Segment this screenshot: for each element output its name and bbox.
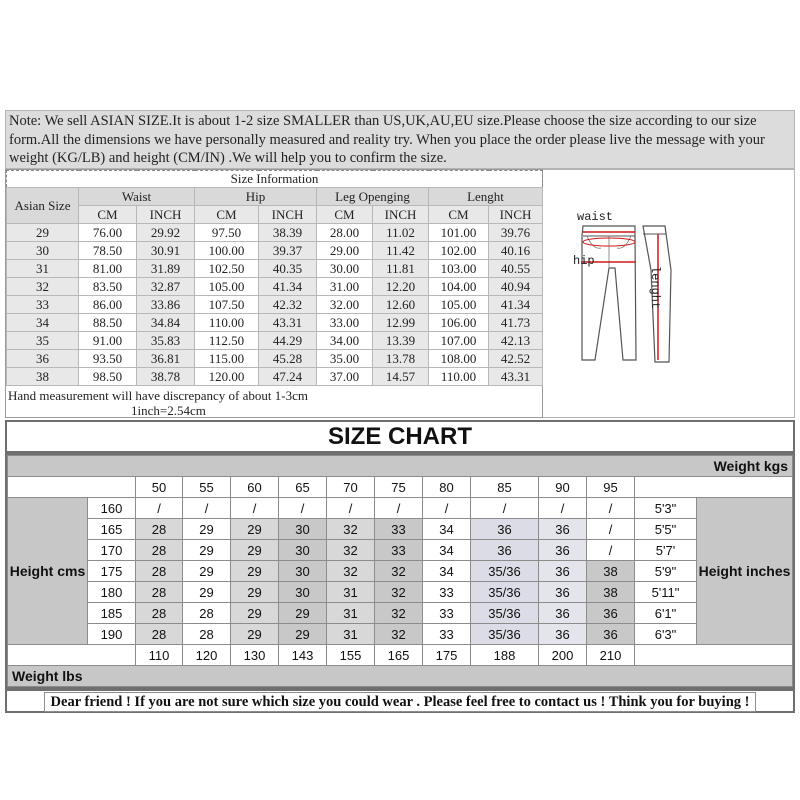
weight-lbs-cell: 130 [231, 645, 279, 666]
weight-lbs-cell: 155 [327, 645, 375, 666]
measurement-cell: 81.00 [79, 260, 137, 278]
recommended-size-cell: 36 [539, 540, 587, 561]
recommended-size-cell: 33 [423, 603, 471, 624]
pants-illustration [543, 170, 793, 417]
measurement-cell: 93.50 [79, 350, 137, 368]
recommended-size-cell: 30 [279, 519, 327, 540]
weight-kg-cell: 95 [587, 477, 635, 498]
measurement-cell: 40.55 [489, 260, 543, 278]
recommended-size-cell: / [587, 540, 635, 561]
blank-cell [635, 477, 793, 498]
measurement-cell: 104.00 [429, 278, 489, 296]
weight-kg-cell: 50 [136, 477, 183, 498]
measurement-cell: 97.50 [195, 224, 259, 242]
recommended-size-cell: 29 [183, 582, 231, 603]
measurement-cell: 42.32 [259, 296, 317, 314]
size-chart-row [8, 498, 793, 519]
pants-diagram [543, 169, 795, 418]
weight-lbs-label: Weight lbs [8, 666, 793, 687]
measurement-cell: 112.50 [195, 332, 259, 350]
measurement-cell: 83.50 [79, 278, 137, 296]
weight-kg-cell: 65 [279, 477, 327, 498]
size-information-table [5, 169, 543, 418]
leg-opening-header: Leg Openging [317, 188, 429, 206]
measurement-cell: 11.81 [373, 260, 429, 278]
recommended-size-cell: / [136, 498, 183, 519]
recommended-size-cell: 32 [375, 561, 423, 582]
weight-lbs-cell: 188 [471, 645, 539, 666]
recommended-size-cell: 35/36 [471, 624, 539, 645]
height-inch-cell: 6'1" [635, 603, 697, 624]
height-cms-label: Height cms [8, 498, 88, 645]
measurement-cell: 11.42 [373, 242, 429, 260]
height-inch-cell: 5'5" [635, 519, 697, 540]
size-chart-row [8, 603, 793, 624]
size-info-row [7, 368, 543, 386]
measurement-cell: 32.00 [317, 296, 373, 314]
recommended-size-cell: 36 [471, 540, 539, 561]
waist-header: Waist [79, 188, 195, 206]
recommended-size-cell: 33 [423, 624, 471, 645]
weight-lbs-cell: 175 [423, 645, 471, 666]
recommended-size-cell: 36 [587, 624, 635, 645]
size-chart-row [8, 582, 793, 603]
measurement-cell: 14.57 [373, 368, 429, 386]
measurement-cell: 30.91 [137, 242, 195, 260]
size-chart-row [8, 624, 793, 645]
height-cm-cell: 180 [88, 582, 136, 603]
size-chart-title: SIZE CHART [5, 420, 795, 453]
measurement-cell: 98.50 [79, 368, 137, 386]
weight-kgs-label: Weight kgs [8, 456, 793, 477]
recommended-size-cell: / [471, 498, 539, 519]
weight-lbs-cell: 165 [375, 645, 423, 666]
recommended-size-cell: 36 [587, 603, 635, 624]
height-inch-cell: 5'3" [635, 498, 697, 519]
measurement-cell: 31.00 [317, 278, 373, 296]
measurement-cell: 76.00 [79, 224, 137, 242]
recommended-size-cell: / [539, 498, 587, 519]
height-cm-cell: 185 [88, 603, 136, 624]
measurement-cell: 107.00 [429, 332, 489, 350]
measurement-cell: 44.29 [259, 332, 317, 350]
recommended-size-cell: 35/36 [471, 603, 539, 624]
measurement-cell: 110.00 [195, 314, 259, 332]
recommended-size-cell: / [375, 498, 423, 519]
recommended-size-cell: 30 [279, 540, 327, 561]
size-info-caption: Size Information [7, 171, 543, 188]
footer-message [5, 689, 795, 713]
recommended-size-cell: 29 [231, 624, 279, 645]
recommended-size-cell: / [587, 498, 635, 519]
size-info-row [7, 350, 543, 368]
waist-label: waist [577, 210, 614, 224]
size-chart-row [8, 561, 793, 582]
measurement-cell: 33.86 [137, 296, 195, 314]
recommended-size-cell: 29 [231, 540, 279, 561]
recommended-size-cell: / [279, 498, 327, 519]
measurement-cell: 28.00 [317, 224, 373, 242]
measurement-cell: 12.20 [373, 278, 429, 296]
measurement-cell: 43.31 [489, 368, 543, 386]
recommended-size-cell: 36 [471, 519, 539, 540]
measurement-cell: 42.52 [489, 350, 543, 368]
size-info-row [7, 278, 543, 296]
unit-header: INCH [373, 206, 429, 224]
recommended-size-cell: 29 [231, 582, 279, 603]
height-inches-label: Height inches [697, 498, 793, 645]
height-inch-cell: 5'9" [635, 561, 697, 582]
measurement-cell: 37.00 [317, 368, 373, 386]
recommended-size-cell: 36 [539, 603, 587, 624]
asian-size-cell: 35 [7, 332, 79, 350]
recommended-size-cell: 30 [279, 582, 327, 603]
measurement-cell: 43.31 [259, 314, 317, 332]
size-note: Note: We sell ASIAN SIZE.It is about 1-2 size SMALLER than US,UK,AU,EU size.Please choose the size according to our size form.All the dimensions we have personally measured and reality try. When you place the order please live the message with your weight (KG/LB) and height (CM/IN) .We will help you to confirm the size. [5, 110, 795, 169]
measurement-cell: 11.02 [373, 224, 429, 242]
recommended-size-cell: 32 [327, 519, 375, 540]
recommended-size-cell: 30 [279, 561, 327, 582]
recommended-size-cell: 32 [375, 582, 423, 603]
recommended-size-cell: / [231, 498, 279, 519]
recommended-size-cell: 28 [136, 561, 183, 582]
measurement-cell: 41.34 [259, 278, 317, 296]
recommended-size-cell: 29 [183, 561, 231, 582]
measurement-note: Hand measurement will have discrepancy of about 1-3cm [8, 388, 308, 403]
weight-kg-cell: 90 [539, 477, 587, 498]
recommended-size-cell: 31 [327, 624, 375, 645]
footer-text: Dear friend ! If you are not sure which size you could wear . Please feel free to contact us ! Think you for buying ! [44, 692, 757, 712]
weight-lbs-cell: 110 [136, 645, 183, 666]
recommended-size-cell: 29 [231, 561, 279, 582]
measurement-cell: 40.16 [489, 242, 543, 260]
recommended-size-cell: 34 [423, 519, 471, 540]
measurement-cell: 110.00 [429, 368, 489, 386]
height-cm-cell: 175 [88, 561, 136, 582]
recommended-size-cell: 28 [136, 519, 183, 540]
size-info-row [7, 242, 543, 260]
recommended-size-cell: 34 [423, 540, 471, 561]
size-info-row [7, 296, 543, 314]
height-cm-cell: 160 [88, 498, 136, 519]
recommended-size-cell: / [327, 498, 375, 519]
size-chart-table [5, 453, 795, 689]
unit-header: INCH [489, 206, 543, 224]
measurement-cell: 36.81 [137, 350, 195, 368]
size-info-row [7, 260, 543, 278]
size-info-row [7, 332, 543, 350]
recommended-size-cell: 28 [136, 603, 183, 624]
recommended-size-cell: 29 [279, 603, 327, 624]
measurement-cell: 105.00 [195, 278, 259, 296]
height-inch-cell: 6'3" [635, 624, 697, 645]
recommended-size-cell: 36 [539, 561, 587, 582]
measurement-cell: 47.24 [259, 368, 317, 386]
measurement-cell: 105.00 [429, 296, 489, 314]
measurement-cell: 108.00 [429, 350, 489, 368]
measurement-cell: 88.50 [79, 314, 137, 332]
weight-kg-cell: 85 [471, 477, 539, 498]
weight-kg-cell: 55 [183, 477, 231, 498]
measurement-cell: 30.00 [317, 260, 373, 278]
blank-cell [8, 477, 136, 498]
recommended-size-cell: 36 [539, 582, 587, 603]
weight-lbs-cell: 200 [539, 645, 587, 666]
size-info-row [7, 314, 543, 332]
recommended-size-cell: 31 [327, 603, 375, 624]
hip-label: hip [573, 254, 595, 268]
measurement-cell: 35.83 [137, 332, 195, 350]
measurement-cell: 29.00 [317, 242, 373, 260]
size-info-row [7, 224, 543, 242]
recommended-size-cell: 29 [231, 519, 279, 540]
recommended-size-cell: 32 [327, 561, 375, 582]
measurement-cell: 34.00 [317, 332, 373, 350]
measurement-cell: 107.50 [195, 296, 259, 314]
recommended-size-cell: 29 [279, 624, 327, 645]
asian-size-cell: 31 [7, 260, 79, 278]
recommended-size-cell: 33 [423, 582, 471, 603]
recommended-size-cell: / [183, 498, 231, 519]
weight-kg-cell: 80 [423, 477, 471, 498]
recommended-size-cell: 35/36 [471, 582, 539, 603]
measurement-cell: 32.87 [137, 278, 195, 296]
recommended-size-cell: 36 [539, 624, 587, 645]
recommended-size-cell: 35/36 [471, 561, 539, 582]
measurement-cell: 102.50 [195, 260, 259, 278]
blank-cell [8, 645, 136, 666]
measurement-cell: 78.50 [79, 242, 137, 260]
height-cm-cell: 165 [88, 519, 136, 540]
asian-size-header: Asian Size [7, 188, 79, 224]
length-header: Lenght [429, 188, 543, 206]
measurement-cell: 102.00 [429, 242, 489, 260]
length-label: lenght [648, 266, 662, 310]
recommended-size-cell: 38 [587, 561, 635, 582]
measurement-cell: 35.00 [317, 350, 373, 368]
measurement-cell: 38.78 [137, 368, 195, 386]
measurement-cell: 41.34 [489, 296, 543, 314]
measurement-cell: 115.00 [195, 350, 259, 368]
recommended-size-cell: 28 [136, 582, 183, 603]
recommended-size-cell: 38 [587, 582, 635, 603]
measurement-cell: 39.37 [259, 242, 317, 260]
recommended-size-cell: 36 [539, 519, 587, 540]
unit-header: CM [79, 206, 137, 224]
hip-header: Hip [195, 188, 317, 206]
height-inch-cell: 5'7' [635, 540, 697, 561]
measurement-cell: 91.00 [79, 332, 137, 350]
unit-header: CM [429, 206, 489, 224]
measurement-cell: 31.89 [137, 260, 195, 278]
recommended-size-cell: 28 [183, 603, 231, 624]
height-inch-cell: 5'11" [635, 582, 697, 603]
measurement-cell: 45.28 [259, 350, 317, 368]
inch-conversion-note: 1inch=2.54cm [131, 403, 206, 418]
unit-header: CM [317, 206, 373, 224]
recommended-size-cell: 28 [136, 540, 183, 561]
unit-header: INCH [137, 206, 195, 224]
recommended-size-cell: 29 [183, 540, 231, 561]
recommended-size-cell: 34 [423, 561, 471, 582]
weight-lbs-cell: 143 [279, 645, 327, 666]
measurement-cell: 41.73 [489, 314, 543, 332]
recommended-size-cell: / [587, 519, 635, 540]
recommended-size-cell: 32 [375, 603, 423, 624]
measurement-cell: 106.00 [429, 314, 489, 332]
measurement-cell: 86.00 [79, 296, 137, 314]
measurement-cell: 33.00 [317, 314, 373, 332]
asian-size-cell: 33 [7, 296, 79, 314]
measurement-cell: 12.99 [373, 314, 429, 332]
recommended-size-cell: 28 [183, 624, 231, 645]
recommended-size-cell: 33 [375, 519, 423, 540]
weight-kg-cell: 70 [327, 477, 375, 498]
height-cm-cell: 190 [88, 624, 136, 645]
measurement-cell: 100.00 [195, 242, 259, 260]
weight-kg-cell: 75 [375, 477, 423, 498]
recommended-size-cell: 31 [327, 582, 375, 603]
measurement-cell: 13.78 [373, 350, 429, 368]
recommended-size-cell: 32 [327, 540, 375, 561]
measurement-cell: 40.35 [259, 260, 317, 278]
measurement-cell: 101.00 [429, 224, 489, 242]
blank-cell [635, 645, 793, 666]
recommended-size-cell: / [423, 498, 471, 519]
measurement-cell: 29.92 [137, 224, 195, 242]
weight-kg-cell: 60 [231, 477, 279, 498]
weight-lbs-cell: 120 [183, 645, 231, 666]
asian-size-cell: 29 [7, 224, 79, 242]
size-chart-row [8, 540, 793, 561]
recommended-size-cell: 28 [136, 624, 183, 645]
asian-size-cell: 38 [7, 368, 79, 386]
measurement-cell: 42.13 [489, 332, 543, 350]
asian-size-cell: 36 [7, 350, 79, 368]
measurement-cell: 13.39 [373, 332, 429, 350]
recommended-size-cell: 33 [375, 540, 423, 561]
measurement-cell: 38.39 [259, 224, 317, 242]
recommended-size-cell: 29 [183, 519, 231, 540]
asian-size-cell: 30 [7, 242, 79, 260]
measurement-cell: 39.76 [489, 224, 543, 242]
recommended-size-cell: 29 [231, 603, 279, 624]
measurement-cell: 103.00 [429, 260, 489, 278]
unit-header: CM [195, 206, 259, 224]
asian-size-cell: 34 [7, 314, 79, 332]
measurement-cell: 120.00 [195, 368, 259, 386]
height-cm-cell: 170 [88, 540, 136, 561]
measurement-cell: 40.94 [489, 278, 543, 296]
size-chart-row [8, 519, 793, 540]
unit-header: INCH [259, 206, 317, 224]
measurement-cell: 34.84 [137, 314, 195, 332]
recommended-size-cell: 32 [375, 624, 423, 645]
measurement-cell: 12.60 [373, 296, 429, 314]
weight-lbs-cell: 210 [587, 645, 635, 666]
asian-size-cell: 32 [7, 278, 79, 296]
